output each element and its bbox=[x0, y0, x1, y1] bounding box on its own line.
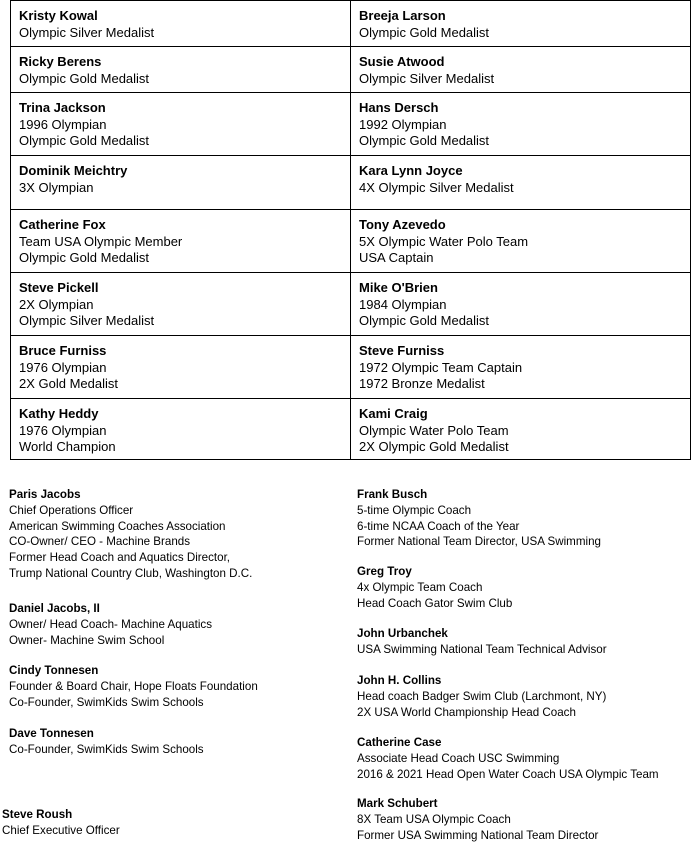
person-entry bbox=[357, 487, 601, 550]
athlete-cell bbox=[11, 273, 351, 336]
athlete-name: Kristy Kowal bbox=[19, 8, 98, 23]
person-title-line: Head Coach Gator Swim Club bbox=[357, 596, 513, 610]
person-title-line: CO-Owner/ CEO - Machine Brands bbox=[9, 535, 191, 549]
athlete-credential: World Champion bbox=[19, 439, 116, 455]
athlete-row bbox=[11, 47, 691, 93]
athletes-table-body bbox=[11, 1, 691, 460]
athlete-credential: Olympic Gold Medalist bbox=[359, 133, 490, 149]
person-title-line: Chief Operations Officer bbox=[9, 503, 134, 517]
athlete-credential: 5X Olympic Water Polo Team bbox=[359, 233, 529, 249]
person-entry bbox=[357, 735, 659, 782]
athlete-credential: 1976 Olympian bbox=[19, 422, 107, 438]
person-name: John H. Collins bbox=[357, 674, 442, 687]
athlete-name: Catherine Fox bbox=[19, 217, 106, 232]
person-name: Frank Busch bbox=[357, 488, 428, 501]
athlete-credential: 4X Olympic Silver Medalist bbox=[359, 179, 514, 195]
athlete-cell bbox=[351, 273, 691, 336]
athletes-table bbox=[10, 0, 691, 460]
athlete-cell bbox=[351, 93, 691, 156]
athlete-credential: 1976 Olympian bbox=[19, 359, 107, 375]
person-title-line: Associate Head Coach USC Swimming bbox=[357, 751, 560, 765]
person-title-line: Owner/ Head Coach- Machine Aquatics bbox=[9, 617, 212, 631]
athlete-credential: 2X Gold Medalist bbox=[19, 376, 118, 392]
person-name: Paris Jacobs bbox=[9, 488, 81, 501]
athlete-credential: Olympic Silver Medalist bbox=[19, 24, 155, 40]
person-title-line: USA Swimming National Team Technical Advisor bbox=[357, 642, 607, 656]
athlete-name: Susie Atwood bbox=[359, 54, 445, 69]
athlete-credential: Olympic Gold Medalist bbox=[359, 313, 490, 329]
person-entry bbox=[9, 601, 212, 648]
athlete-cell bbox=[11, 47, 351, 93]
athlete-name: Steve Pickell bbox=[19, 280, 99, 295]
athlete-name: Dominik Meichtry bbox=[19, 163, 128, 178]
person-title-line: Co-Founder, SwimKids Swim Schools bbox=[9, 695, 204, 709]
person-title-line: 5-time Olympic Coach bbox=[357, 503, 472, 517]
person-title-line: Former Head Coach and Aquatics Director, bbox=[9, 551, 231, 565]
athlete-cell bbox=[351, 47, 691, 93]
athlete-credential: 2X Olympian bbox=[19, 296, 94, 312]
athlete-credential: Olympic Gold Medalist bbox=[19, 133, 150, 149]
person-name: Catherine Case bbox=[357, 736, 442, 749]
athlete-row bbox=[11, 273, 691, 336]
person-entry bbox=[357, 673, 606, 720]
person-title-line: Co-Founder, SwimKids Swim Schools bbox=[9, 742, 204, 756]
person-entry bbox=[357, 796, 598, 843]
person-title-line: 6-time NCAA Coach of the Year bbox=[357, 519, 520, 533]
person-name: Dave Tonnesen bbox=[9, 727, 94, 740]
person-title-line: Former National Team Director, USA Swimming bbox=[357, 535, 601, 549]
athlete-cell bbox=[351, 336, 691, 399]
athlete-row bbox=[11, 210, 691, 273]
person-title-line: 8X Team USA Olympic Coach bbox=[357, 812, 511, 826]
athlete-cell bbox=[351, 399, 691, 460]
person-entry bbox=[9, 726, 204, 758]
athlete-cell bbox=[351, 210, 691, 273]
athlete-credential: 1984 Olympian bbox=[359, 296, 447, 312]
ceo-entry bbox=[2, 807, 120, 839]
athlete-cell bbox=[11, 399, 351, 460]
athlete-cell bbox=[11, 1, 351, 47]
person-title-line: 4x Olympic Team Coach bbox=[357, 580, 483, 594]
athlete-cell bbox=[11, 210, 351, 273]
person-title-line: Chief Executive Officer bbox=[2, 823, 120, 837]
person-title-line: Trump National Country Club, Washington D.C. bbox=[9, 566, 253, 580]
person-title-line: 2016 & 2021 Head Open Water Coach USA Olympic Team bbox=[357, 767, 659, 781]
athlete-row bbox=[11, 336, 691, 399]
athlete-credential: USA Captain bbox=[359, 250, 434, 266]
person-name: Greg Troy bbox=[357, 565, 412, 578]
person-title-line: Owner- Machine Swim School bbox=[9, 633, 165, 647]
athlete-credential: Team USA Olympic Member bbox=[19, 233, 183, 249]
athlete-name: Mike O'Brien bbox=[359, 280, 438, 295]
athlete-name: Tony Azevedo bbox=[359, 217, 446, 232]
athlete-credential: Olympic Silver Medalist bbox=[19, 313, 155, 329]
athlete-credential: Olympic Gold Medalist bbox=[19, 250, 150, 266]
athlete-name: Breeja Larson bbox=[359, 8, 446, 23]
athlete-name: Steve Furniss bbox=[359, 343, 445, 358]
athlete-credential: 2X Olympic Gold Medalist bbox=[359, 439, 509, 455]
person-name: Cindy Tonnesen bbox=[9, 664, 99, 677]
athlete-cell bbox=[351, 1, 691, 47]
person-name: John Urbanchek bbox=[357, 627, 448, 640]
athlete-cell bbox=[351, 156, 691, 210]
person-entry bbox=[9, 487, 252, 582]
person-title-line: American Swimming Coaches Association bbox=[9, 519, 226, 533]
athlete-row bbox=[11, 156, 691, 210]
athlete-name: Ricky Berens bbox=[19, 54, 102, 69]
athlete-name: Kathy Heddy bbox=[19, 406, 99, 421]
athlete-credential: Olympic Silver Medalist bbox=[359, 70, 495, 86]
person-title-line: Head coach Badger Swim Club (Larchmont, NY) bbox=[357, 689, 607, 703]
athlete-cell bbox=[11, 93, 351, 156]
person-name: Mark Schubert bbox=[357, 797, 438, 810]
athlete-name: Trina Jackson bbox=[19, 100, 106, 115]
person-name: Steve Roush bbox=[2, 808, 73, 821]
athlete-name: Bruce Furniss bbox=[19, 343, 107, 358]
athlete-credential: Olympic Water Polo Team bbox=[359, 422, 509, 438]
athlete-credential: 3X Olympian bbox=[19, 179, 94, 195]
athlete-credential: 1972 Olympic Team Captain bbox=[359, 359, 523, 375]
athlete-credential: 1992 Olympian bbox=[359, 116, 447, 132]
person-entry bbox=[357, 626, 607, 658]
person-title-line: Founder & Board Chair, Hope Floats Foundation bbox=[9, 679, 258, 693]
athlete-row bbox=[11, 93, 691, 156]
athlete-credential: 1996 Olympian bbox=[19, 116, 107, 132]
athlete-cell bbox=[11, 336, 351, 399]
athlete-cell bbox=[11, 156, 351, 210]
person-name: Daniel Jacobs, II bbox=[9, 602, 100, 615]
athlete-row bbox=[11, 1, 691, 47]
athlete-credential: Olympic Gold Medalist bbox=[359, 24, 490, 40]
athlete-name: Hans Dersch bbox=[359, 100, 439, 115]
person-entry bbox=[9, 663, 258, 710]
person-entry bbox=[357, 564, 512, 611]
athlete-name: Kara Lynn Joyce bbox=[359, 163, 463, 178]
athlete-row bbox=[11, 399, 691, 460]
athlete-credential: 1972 Bronze Medalist bbox=[359, 376, 485, 392]
athlete-name: Kami Craig bbox=[359, 406, 428, 421]
person-title-line: 2X USA World Championship Head Coach bbox=[357, 705, 576, 719]
person-title-line: Former USA Swimming National Team Director bbox=[357, 828, 599, 842]
athlete-credential: Olympic Gold Medalist bbox=[19, 70, 150, 86]
